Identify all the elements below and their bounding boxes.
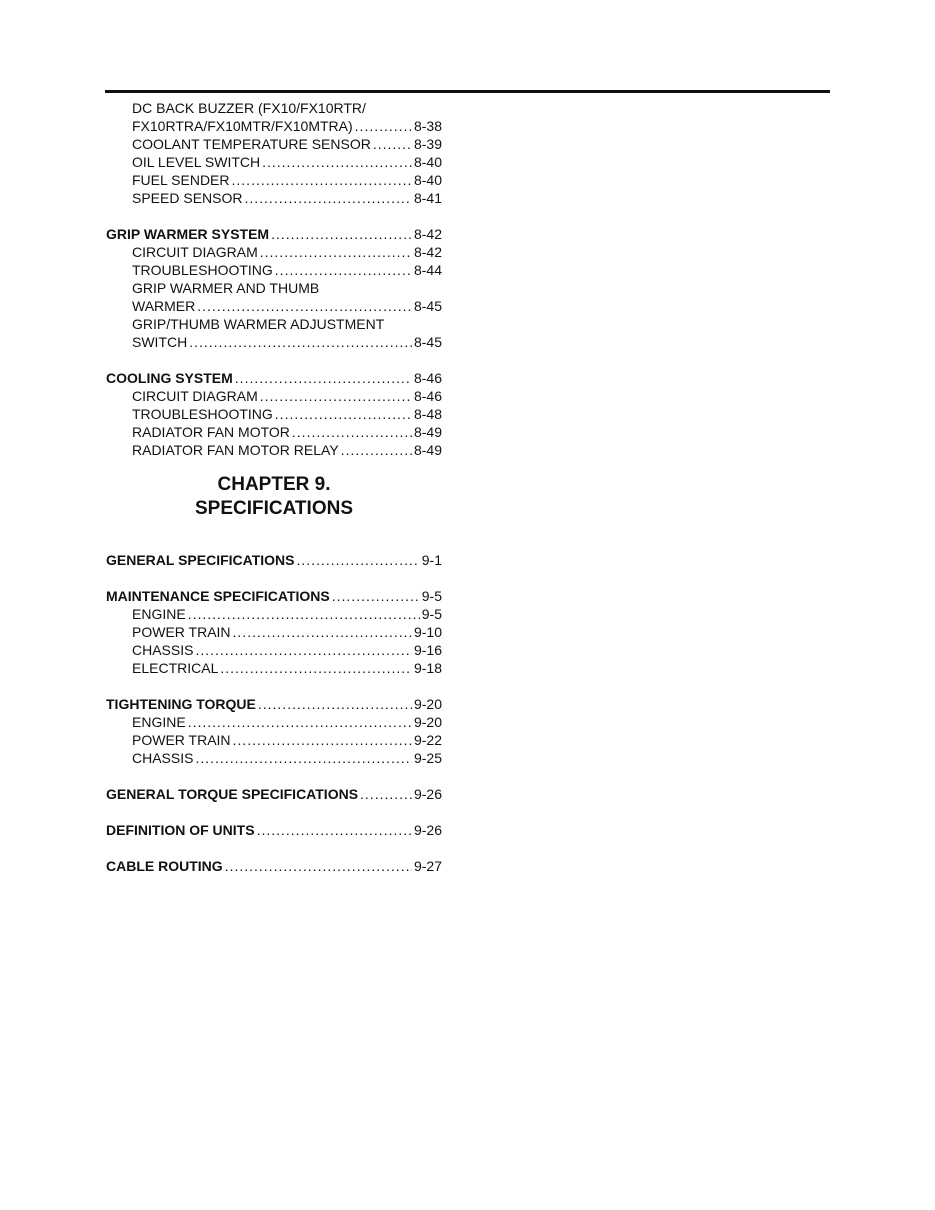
toc-page: 8-48	[413, 406, 442, 422]
toc-label: CHASSIS	[132, 642, 194, 658]
toc-page: 8-45	[413, 334, 442, 350]
leader-dots	[260, 243, 412, 261]
toc-entry[interactable]	[106, 333, 442, 351]
toc-page: 9-10	[413, 624, 442, 640]
toc-page: 9-25	[413, 750, 442, 766]
toc-page: 9-5	[421, 606, 442, 622]
leader-dots	[275, 405, 412, 423]
toc-label: DC BACK BUZZER (FX10/FX10RTR/	[132, 100, 366, 116]
toc-page: 9-27	[413, 858, 442, 874]
toc-page: 8-41	[413, 190, 442, 206]
chapter-number: CHAPTER 9.	[217, 474, 331, 495]
leader-dots	[355, 117, 412, 135]
toc-label: GENERAL TORQUE SPECIFICATIONS	[106, 786, 359, 802]
toc-section-maintenance-specifications[interactable]	[106, 587, 442, 605]
leader-dots	[225, 857, 412, 875]
toc-label: GRIP WARMER SYSTEM	[106, 226, 270, 242]
toc-page: 8-46	[413, 370, 442, 386]
toc-label: CIRCUIT DIAGRAM	[132, 244, 258, 260]
leader-dots	[373, 135, 412, 153]
toc-label: FUEL SENDER	[132, 172, 230, 188]
toc-page: 8-42	[413, 226, 442, 242]
leader-dots	[341, 441, 412, 459]
leader-dots	[271, 225, 412, 243]
toc-page: 9-26	[413, 822, 442, 838]
toc-label: DEFINITION OF UNITS	[106, 822, 255, 838]
leader-dots	[244, 189, 411, 207]
toc-label: COOLANT TEMPERATURE SENSOR	[132, 136, 371, 152]
leader-dots	[197, 297, 412, 315]
toc-label: TIGHTENING TORQUE	[106, 696, 256, 712]
toc-entry[interactable]	[106, 605, 442, 623]
toc-label: GRIP WARMER AND THUMB	[132, 280, 320, 296]
leader-dots	[195, 641, 412, 659]
leader-dots	[275, 261, 412, 279]
toc-section-cooling[interactable]	[106, 369, 442, 387]
leader-dots	[235, 369, 412, 387]
toc-entry[interactable]	[106, 315, 442, 333]
toc-entry[interactable]	[106, 117, 442, 135]
toc-label: POWER TRAIN	[132, 624, 231, 640]
toc-section-tightening-torque[interactable]	[106, 695, 442, 713]
toc-page: 8-40	[413, 172, 442, 188]
leader-dots	[260, 387, 412, 405]
toc-entry[interactable]	[106, 171, 442, 189]
toc-entry[interactable]	[106, 731, 442, 749]
toc-label: CABLE ROUTING	[106, 858, 223, 874]
chapter-title: SPECIFICATIONS	[195, 498, 353, 519]
toc-label: ENGINE	[132, 714, 186, 730]
leader-dots	[292, 423, 412, 441]
toc-label: CHASSIS	[132, 750, 194, 766]
toc-label: OIL LEVEL SWITCH	[132, 154, 261, 170]
leader-dots	[188, 713, 412, 731]
toc-page: 9-5	[421, 588, 442, 604]
toc-label: FX10RTRA/FX10MTR/FX10MTRA)	[132, 118, 353, 134]
toc-entry[interactable]	[106, 749, 442, 767]
toc-entry[interactable]	[106, 297, 442, 315]
toc-entry[interactable]	[106, 261, 442, 279]
table-of-contents	[106, 99, 442, 875]
toc-page: 8-39	[413, 136, 442, 152]
toc-entry[interactable]	[106, 423, 442, 441]
leader-dots	[195, 749, 412, 767]
leader-dots	[220, 659, 412, 677]
leader-dots	[332, 587, 420, 605]
toc-page: 8-42	[413, 244, 442, 260]
leader-dots	[189, 333, 412, 351]
toc-entry[interactable]	[106, 387, 442, 405]
toc-entry[interactable]	[106, 153, 442, 171]
toc-page: 9-1	[421, 552, 442, 568]
toc-entry[interactable]	[106, 713, 442, 731]
leader-dots	[258, 695, 412, 713]
toc-label: GRIP/THUMB WARMER ADJUSTMENT	[132, 316, 385, 332]
chapter-heading	[106, 473, 442, 521]
leader-dots	[188, 605, 420, 623]
toc-page: 9-18	[413, 660, 442, 676]
toc-section-cable-routing[interactable]	[106, 857, 442, 875]
toc-label: RADIATOR FAN MOTOR RELAY	[132, 442, 339, 458]
toc-label: SWITCH	[132, 334, 188, 350]
toc-page: 9-22	[413, 732, 442, 748]
toc-entry[interactable]	[106, 659, 442, 677]
toc-page: 8-49	[413, 424, 442, 440]
toc-section-grip-warmer[interactable]	[106, 225, 442, 243]
toc-page: 8-46	[413, 388, 442, 404]
toc-entry[interactable]	[106, 99, 442, 117]
leader-dots	[257, 821, 412, 839]
toc-entry[interactable]	[106, 441, 442, 459]
toc-label: COOLING SYSTEM	[106, 370, 233, 386]
toc-section-definition-of-units[interactable]	[106, 821, 442, 839]
leader-dots	[360, 785, 412, 803]
toc-entry[interactable]	[106, 189, 442, 207]
toc-section-general-torque[interactable]	[106, 785, 442, 803]
toc-entry[interactable]	[106, 405, 442, 423]
toc-entry[interactable]	[106, 243, 442, 261]
toc-label: ELECTRICAL	[132, 660, 219, 676]
leader-dots	[232, 171, 412, 189]
toc-entry[interactable]	[106, 279, 442, 297]
toc-label: POWER TRAIN	[132, 732, 231, 748]
leader-dots	[262, 153, 412, 171]
toc-page: 8-49	[413, 442, 442, 458]
toc-label: TROUBLESHOOTING	[132, 406, 273, 422]
toc-page: 9-20	[413, 696, 442, 712]
toc-page: 8-40	[413, 154, 442, 170]
toc-page: 8-44	[413, 262, 442, 278]
toc-page: 8-38	[413, 118, 442, 134]
toc-label: MAINTENANCE SPECIFICATIONS	[106, 588, 330, 604]
toc-page: 8-45	[413, 298, 442, 314]
toc-label: RADIATOR FAN MOTOR	[132, 424, 290, 440]
header-rule	[105, 90, 830, 93]
toc-page: 9-16	[413, 642, 442, 658]
toc-label: GENERAL SPECIFICATIONS	[106, 552, 295, 568]
toc-entry[interactable]	[106, 623, 442, 641]
leader-dots	[233, 731, 412, 749]
toc-page: 9-20	[413, 714, 442, 730]
leader-dots	[297, 551, 420, 569]
toc-entry[interactable]	[106, 641, 442, 659]
toc-label: TROUBLESHOOTING	[132, 262, 273, 278]
toc-label: ENGINE	[132, 606, 186, 622]
toc-label: WARMER	[132, 298, 196, 314]
toc-entry[interactable]	[106, 135, 442, 153]
toc-label: SPEED SENSOR	[132, 190, 243, 206]
toc-section-general-specifications[interactable]	[106, 551, 442, 569]
toc-label: CIRCUIT DIAGRAM	[132, 388, 258, 404]
toc-page: 9-26	[413, 786, 442, 802]
leader-dots	[233, 623, 412, 641]
